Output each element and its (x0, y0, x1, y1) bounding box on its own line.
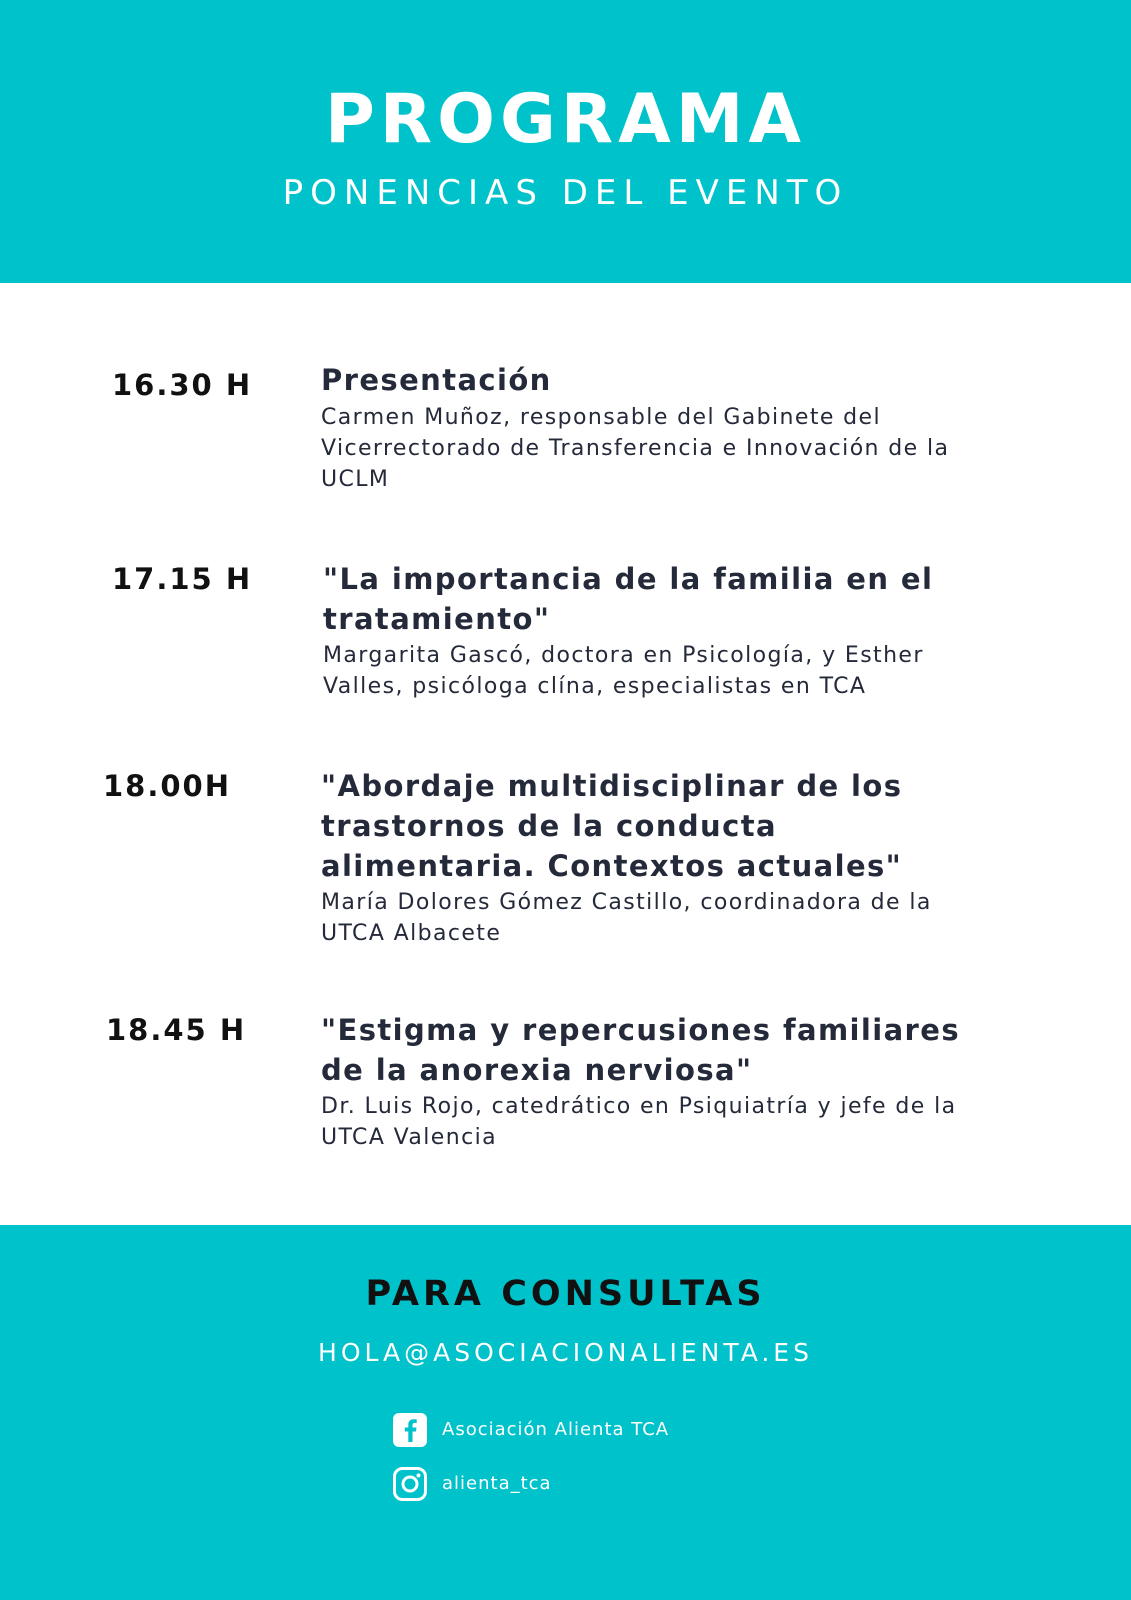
session-title: "La importancia de la familia en el tratamiento" (323, 562, 934, 636)
page-title: PROGRAMA (324, 80, 807, 159)
contact-email[interactable]: HOLA@ASOCIACIONALIENTA.ES (318, 1338, 813, 1367)
session-time: 18.00H (103, 769, 231, 803)
header-banner (0, 0, 1131, 283)
facebook-label: Asociación Alienta TCA (442, 1419, 670, 1440)
footer-title: PARA CONSULTAS (365, 1274, 766, 1314)
facebook-icon (392, 1412, 428, 1448)
session-title: "Abordaje multidisciplinar de los trastornos de la conducta alimentaria. Contextos actuales" (321, 769, 903, 883)
session-description: Margarita Gascó, doctora en Psicología, y Esther Valles, psicóloga clína, especialistas en TCA (323, 643, 924, 699)
session-description: María Dolores Gómez Castillo, coordinadora de la UTCA Albacete (321, 890, 932, 946)
footer-banner (0, 1225, 1131, 1600)
session-title: Presentación (321, 363, 552, 397)
session-description: Carmen Muñoz, responsable del Gabinete del Vicerrectorado de Transferencia e Innovación de la UCLM (321, 405, 950, 492)
session-time: 17.15 H (112, 562, 253, 596)
session-time: 16.30 H (112, 368, 253, 402)
session-description: Dr. Luis Rojo, catedrático en Psiquiatría y jefe de la UTCA Valencia (321, 1094, 957, 1150)
instagram-label: alienta_tca (442, 1473, 552, 1494)
session-title: "Estigma y repercusiones familiares de la anorexia nerviosa" (321, 1013, 960, 1087)
instagram-icon (392, 1466, 428, 1502)
session-time: 18.45 H (106, 1013, 247, 1047)
page-subtitle: PONENCIAS DEL EVENTO (282, 173, 849, 213)
